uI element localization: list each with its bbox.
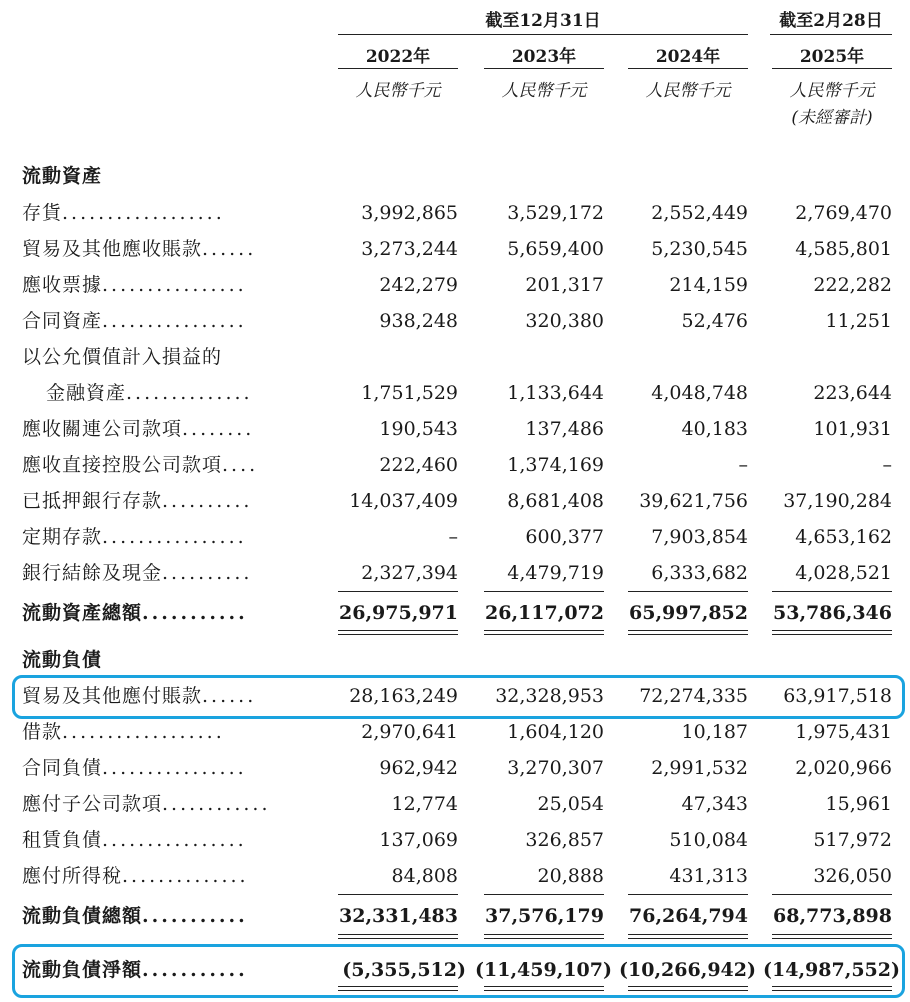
cell-2025: 2,769,470	[795, 202, 892, 224]
row-label: 應付所得稅..............	[22, 865, 249, 887]
cell-2024: 40,183	[681, 418, 748, 440]
cell-2024: 39,621,756	[639, 490, 748, 512]
year-2023: 2023年	[511, 47, 577, 67]
row-label: 應收直接控股公司款項....	[22, 454, 259, 476]
total-underline	[772, 990, 892, 991]
cell-2025: (14,987,552)	[763, 959, 900, 981]
total-underline	[772, 938, 892, 939]
year-2024: 2024年	[655, 47, 721, 67]
total-underline	[628, 634, 748, 635]
cell-2024: –	[738, 454, 748, 476]
row-label: 應付子公司款項............	[22, 793, 271, 815]
total-underline	[338, 630, 458, 631]
subtotal-rule	[772, 894, 892, 895]
subtotal-rule	[772, 591, 892, 592]
total-underline	[338, 934, 458, 935]
cell-2024: 2,552,449	[651, 202, 748, 224]
year-rule	[338, 68, 458, 69]
cell-2022: 190,543	[379, 418, 458, 440]
cell-2022: 14,037,409	[349, 490, 458, 512]
total-underline	[484, 630, 604, 631]
table-row	[0, 231, 910, 267]
table-row	[0, 267, 910, 303]
row-label: 銀行結餘及現金..........	[22, 562, 253, 584]
assets-total-row	[0, 595, 910, 631]
liabilities-total-row	[0, 898, 910, 934]
table-row	[0, 822, 910, 858]
cell-2022: 3,992,865	[361, 202, 458, 224]
cell-2025: 223,644	[813, 382, 892, 404]
cell-2024: 47,343	[681, 793, 748, 815]
section-title-current-assets	[0, 158, 910, 194]
net-liabilities-row	[0, 952, 910, 988]
cell-2024: (10,266,942)	[619, 959, 756, 981]
cell-2023: 25,054	[537, 793, 604, 815]
row-label: 流動負債淨額...........	[22, 959, 248, 981]
cell-2023: 5,659,400	[507, 238, 604, 260]
table-row	[0, 447, 910, 483]
cell-2022: 3,273,244	[361, 238, 458, 260]
cell-2024: 52,476	[681, 310, 748, 332]
cell-2025: 326,050	[813, 865, 892, 887]
year-rule	[628, 68, 748, 69]
total-underline	[628, 630, 748, 631]
table-row	[0, 339, 910, 375]
cell-2024: 76,264,794	[629, 905, 748, 927]
table-row	[0, 375, 910, 411]
total-underline	[484, 934, 604, 935]
total-underline	[772, 934, 892, 935]
row-label: 貿易及其他應付賬款......	[22, 685, 257, 707]
total-underline	[772, 986, 892, 987]
total-underline	[628, 938, 748, 939]
unaudited-note: (未經審計)	[791, 108, 873, 128]
cell-2023: 32,328,953	[495, 685, 604, 707]
cell-2022: 962,942	[379, 757, 458, 779]
section-title-current-liabilities	[0, 642, 910, 678]
cell-2025: 2,020,966	[795, 757, 892, 779]
cell-2025: 517,972	[813, 829, 892, 851]
cell-2023: 8,681,408	[507, 490, 604, 512]
cell-2022: 1,751,529	[361, 382, 458, 404]
cell-2023: 3,529,172	[507, 202, 604, 224]
unit-label: 人民幣千元	[645, 81, 731, 101]
cell-2022: –	[448, 526, 458, 548]
cell-2023: 137,486	[525, 418, 604, 440]
table-row	[0, 555, 910, 591]
year-rule	[484, 68, 604, 69]
table-row	[0, 714, 910, 750]
subtotal-rule	[338, 894, 458, 895]
subtotal-rule	[484, 894, 604, 895]
cell-2024: 7,903,854	[651, 526, 748, 548]
cell-2025: 4,028,521	[795, 562, 892, 584]
row-label: 存貨..................	[22, 202, 225, 224]
cell-2024: 4,048,748	[651, 382, 748, 404]
cell-2025: 222,282	[813, 274, 892, 296]
header-rule	[770, 34, 892, 35]
table-row	[0, 303, 910, 339]
cell-2023: 3,270,307	[507, 757, 604, 779]
section-title: 流動負債	[22, 649, 103, 671]
cell-2025: –	[882, 454, 892, 476]
total-underline	[338, 990, 458, 991]
cell-2024: 6,333,682	[651, 562, 748, 584]
unit-label: 人民幣千元	[501, 81, 587, 101]
row-label: 合同負債................	[22, 757, 247, 779]
cell-2022: 2,970,641	[361, 721, 458, 743]
table-row	[0, 195, 910, 231]
cell-2023: 4,479,719	[507, 562, 604, 584]
row-label: 以公允價值計入損益的	[22, 346, 223, 368]
total-underline	[628, 934, 748, 935]
cell-2022: 2,327,394	[361, 562, 458, 584]
table-row	[0, 483, 910, 519]
cell-2022: 242,279	[379, 274, 458, 296]
cell-2025: 68,773,898	[773, 905, 892, 927]
cell-2022: 137,069	[379, 829, 458, 851]
cell-2022: 32,331,483	[339, 905, 458, 927]
total-underline	[484, 634, 604, 635]
subtotal-rule	[484, 591, 604, 592]
cell-2023: 26,117,072	[485, 602, 604, 624]
table-row	[0, 750, 910, 786]
row-label: 貿易及其他應收賬款......	[22, 238, 257, 260]
cell-2022: 938,248	[379, 310, 458, 332]
cell-2023: 1,374,169	[507, 454, 604, 476]
unit-label: 人民幣千元	[789, 81, 875, 101]
total-underline	[338, 938, 458, 939]
total-underline	[484, 986, 604, 987]
cell-2024: 72,274,335	[639, 685, 748, 707]
unit-label: 人民幣千元	[355, 81, 441, 101]
total-underline	[338, 634, 458, 635]
cell-2024: 510,084	[669, 829, 748, 851]
cell-2022: 84,808	[391, 865, 458, 887]
cell-2023: 20,888	[537, 865, 604, 887]
cell-2022: 28,163,249	[349, 685, 458, 707]
row-label: 應收關連公司款項........	[22, 418, 255, 440]
cell-2023: 320,380	[525, 310, 604, 332]
total-underline	[338, 986, 458, 987]
cell-2025: 101,931	[813, 418, 892, 440]
cell-2023: 201,317	[525, 274, 604, 296]
table-row	[0, 678, 910, 714]
row-label: 已抵押銀行存款..........	[22, 490, 253, 512]
cell-2025: 1,975,431	[795, 721, 892, 743]
row-label: 定期存款................	[22, 526, 247, 548]
row-label: 租賃負債................	[22, 829, 247, 851]
cell-2024: 2,991,532	[651, 757, 748, 779]
row-label: 借款..................	[22, 721, 225, 743]
cell-2023: 1,133,644	[507, 382, 604, 404]
cell-2025: 11,251	[825, 310, 892, 332]
period-group-1: 截至12月31日	[485, 11, 601, 31]
total-underline	[628, 986, 748, 987]
period-group-2: 截至2月28日	[779, 11, 883, 31]
cell-2024: 214,159	[669, 274, 748, 296]
cell-2023: (11,459,107)	[475, 959, 612, 981]
subtotal-rule	[338, 591, 458, 592]
cell-2025: 53,786,346	[773, 602, 892, 624]
cell-2023: 326,857	[525, 829, 604, 851]
cell-2022: (5,355,512)	[342, 959, 466, 981]
year-2022: 2022年	[365, 47, 431, 67]
cell-2025: 4,653,162	[795, 526, 892, 548]
cell-2025: 15,961	[825, 793, 892, 815]
header-rule	[338, 34, 748, 35]
cell-2025: 63,917,518	[783, 685, 892, 707]
section-title: 流動資產	[22, 165, 103, 187]
total-underline	[484, 938, 604, 939]
year-2025: 2025年	[799, 47, 865, 67]
cell-2024: 5,230,545	[651, 238, 748, 260]
cell-2024: 65,997,852	[629, 602, 748, 624]
total-underline	[484, 990, 604, 991]
subtotal-rule	[628, 591, 748, 592]
table-row	[0, 519, 910, 555]
table-row	[0, 411, 910, 447]
row-label: 合同資產................	[22, 310, 247, 332]
cell-2024: 10,187	[681, 721, 748, 743]
row-label: 流動負債總額...........	[22, 905, 248, 927]
cell-2025: 4,585,801	[795, 238, 892, 260]
subtotal-rule	[628, 894, 748, 895]
row-label: 金融資產..............	[46, 382, 253, 404]
total-underline	[772, 634, 892, 635]
cell-2023: 600,377	[525, 526, 604, 548]
year-rule	[772, 68, 892, 69]
cell-2025: 37,190,284	[783, 490, 892, 512]
row-label: 應收票據................	[22, 274, 247, 296]
cell-2022: 222,460	[379, 454, 458, 476]
row-label: 流動資產總額...........	[22, 602, 248, 624]
total-underline	[772, 630, 892, 631]
total-underline	[628, 990, 748, 991]
cell-2024: 431,313	[669, 865, 748, 887]
cell-2022: 12,774	[391, 793, 458, 815]
table-row	[0, 786, 910, 822]
cell-2023: 37,576,179	[485, 905, 604, 927]
cell-2022: 26,975,971	[339, 602, 458, 624]
table-row	[0, 858, 910, 894]
cell-2023: 1,604,120	[507, 721, 604, 743]
